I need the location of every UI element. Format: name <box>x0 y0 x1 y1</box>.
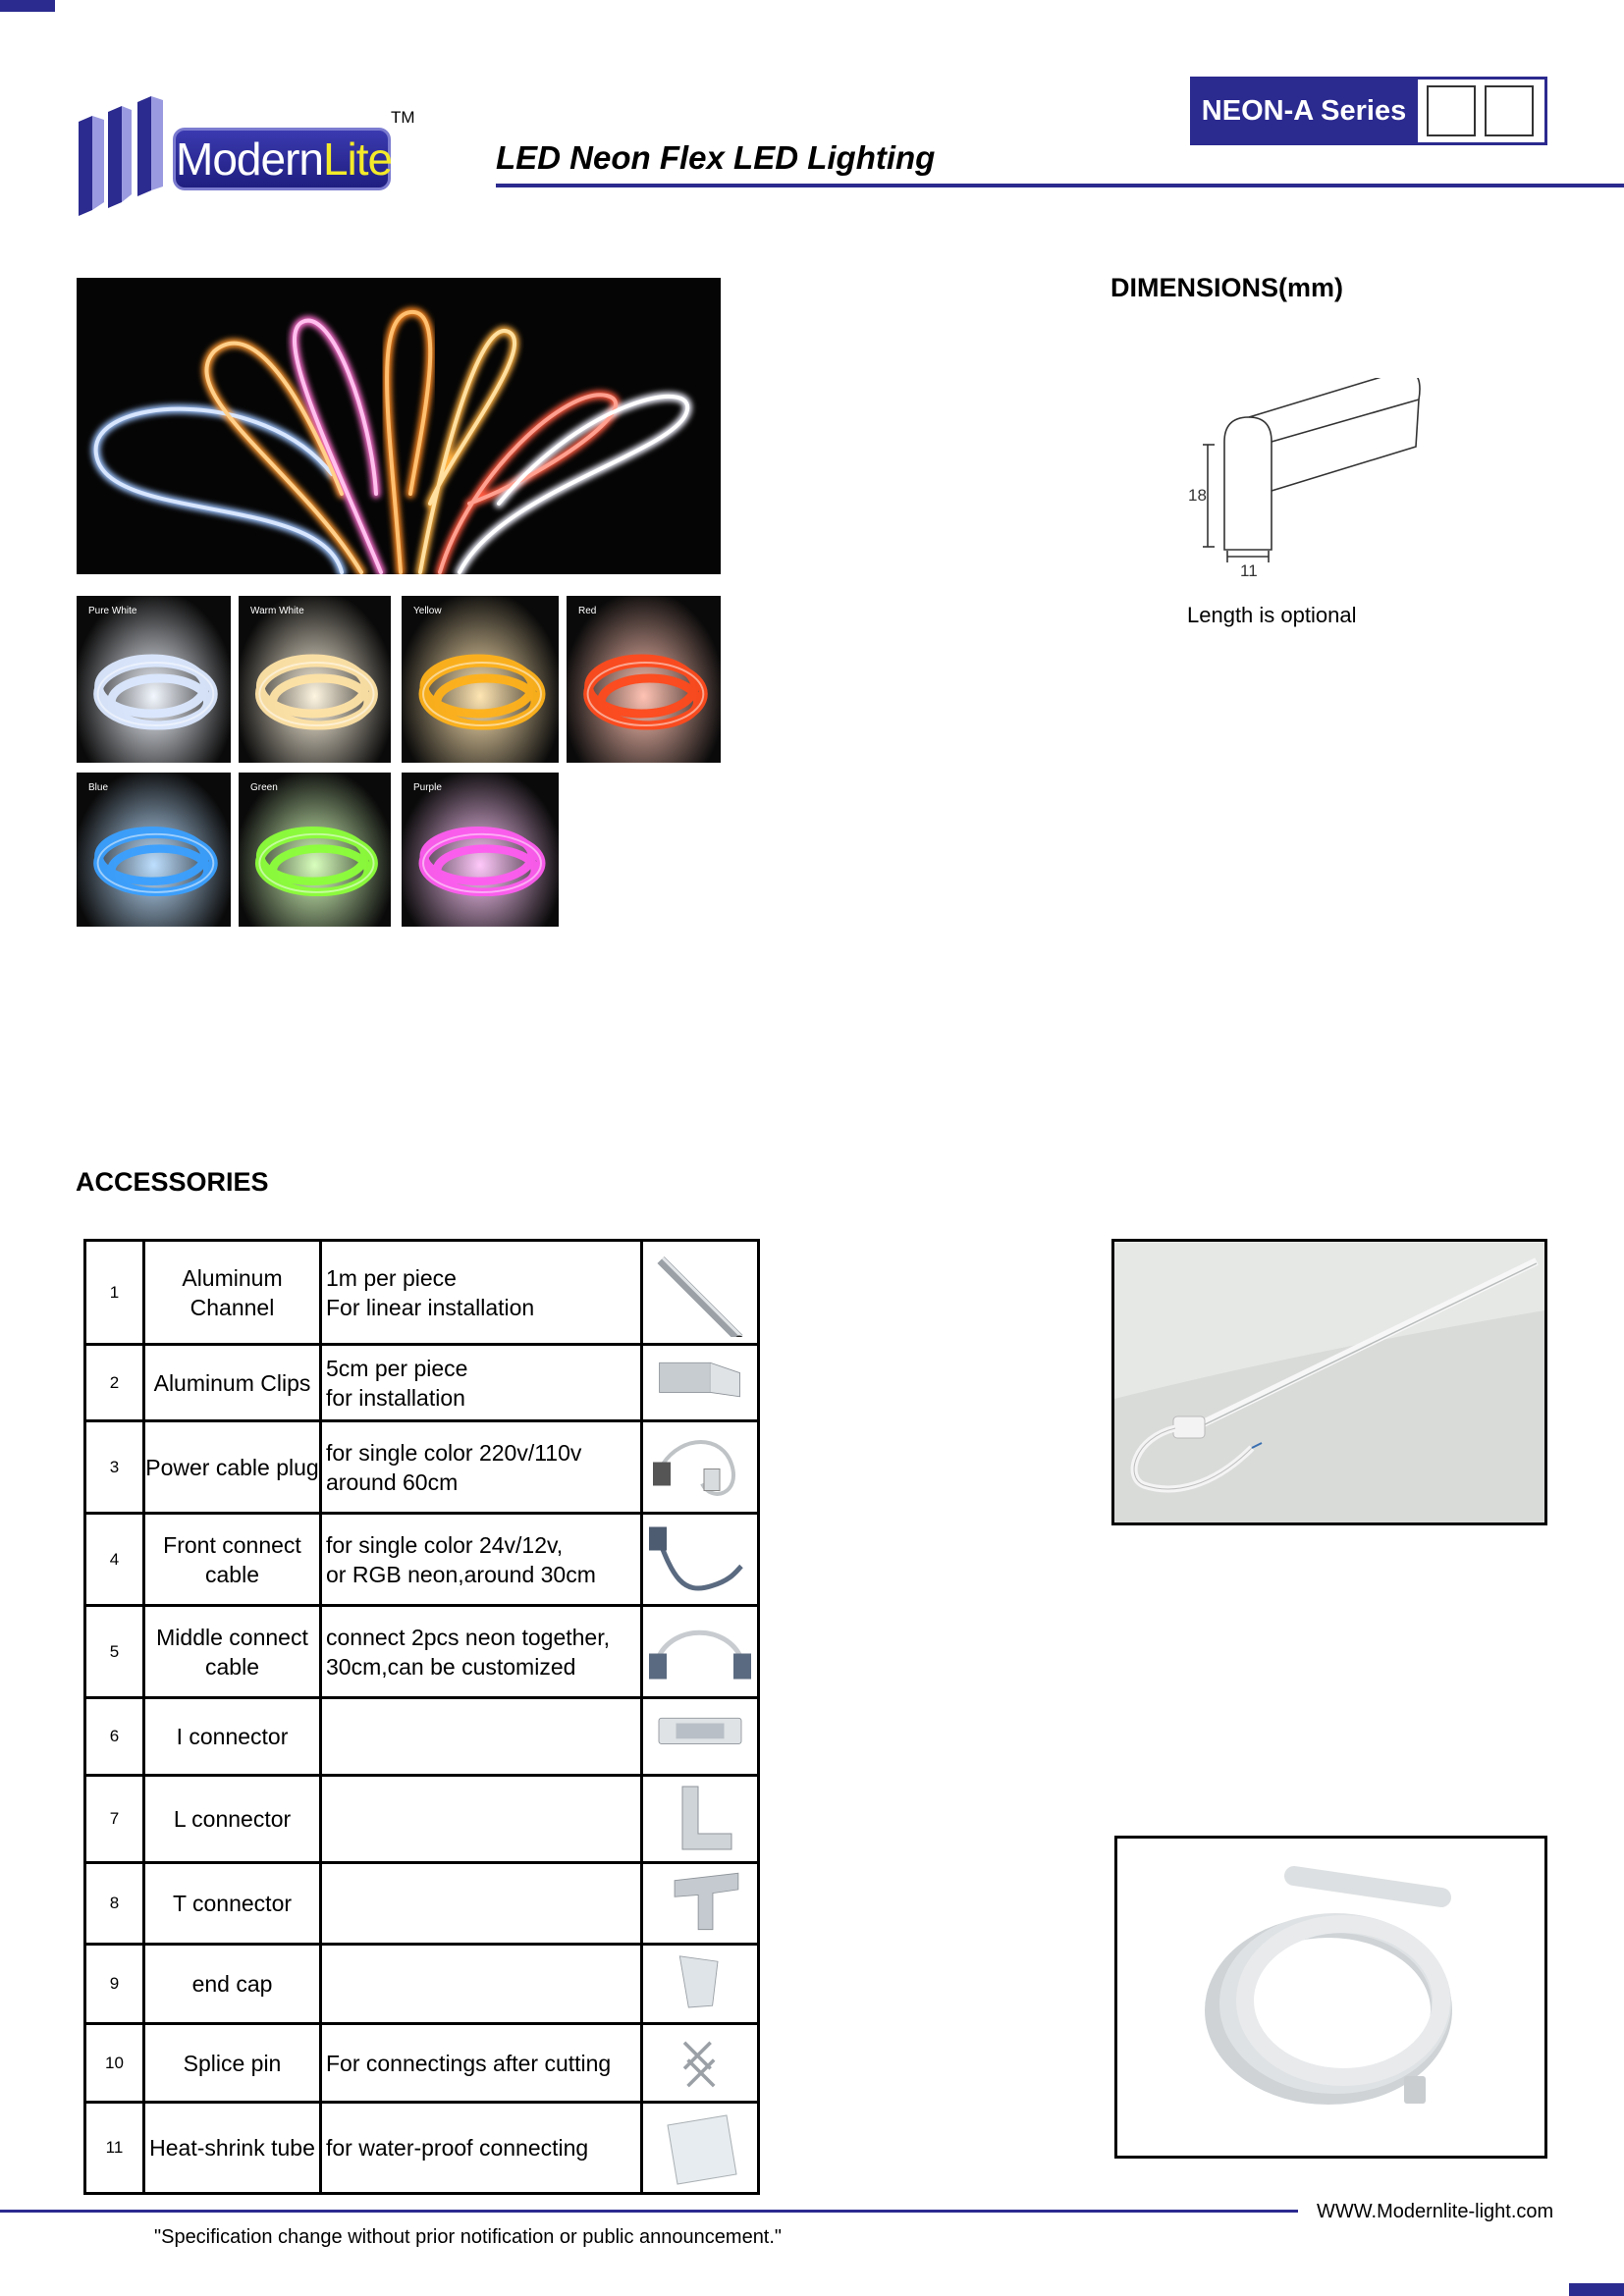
accessory-description: 5cm per piece for installation <box>321 1345 642 1421</box>
accessory-row <box>85 1945 759 2024</box>
hero-product-photo <box>77 278 721 574</box>
profile-dimension-drawing <box>1183 378 1438 584</box>
length-note: Length is optional <box>1187 603 1357 627</box>
dimensions-title: DIMENSIONS(mm) <box>1110 273 1344 302</box>
front-connect-cable-icon <box>643 1515 757 1598</box>
swatch-label: Green <box>250 782 278 793</box>
splice-pin-icon <box>643 2025 757 2095</box>
aluminum-channel-photo <box>1111 1239 1547 1525</box>
accessory-name: T connector <box>144 1863 321 1945</box>
accessory-name: Heat-shrink tube <box>144 2103 321 2194</box>
aluminum-channel-icon <box>643 1242 757 1337</box>
color-swatch <box>239 596 391 763</box>
accessory-image-cell <box>642 1241 759 1345</box>
swatch-label: Red <box>578 606 597 616</box>
series-box-2 <box>1485 85 1534 136</box>
swatch-label: Warm White <box>250 606 304 616</box>
color-swatch <box>402 596 559 763</box>
accessory-number: 5 <box>85 1606 144 1698</box>
accessory-name: I connector <box>144 1698 321 1776</box>
channel-photo-illustration <box>1114 1242 1544 1522</box>
accessories-title: ACCESSORIES <box>76 1167 269 1197</box>
color-swatch <box>77 773 231 927</box>
accessory-name: Middle connect cable <box>144 1606 321 1698</box>
disclaimer: "Specification change without prior notification or public announcement." <box>154 2226 783 2248</box>
coil-icon <box>77 773 231 927</box>
accessory-description <box>321 1863 642 1945</box>
swatch-label: Yellow <box>413 606 442 616</box>
accessories-table <box>83 1239 760 2195</box>
accessory-image-cell <box>642 2103 759 2194</box>
series-box-1 <box>1427 85 1476 136</box>
accessory-row <box>85 1776 759 1863</box>
website-url[interactable]: WWW.Modernlite-light.com <box>1317 2201 1554 2222</box>
swatch-label: Pure White <box>88 606 137 616</box>
accessory-description: For connectings after cutting <box>321 2024 642 2103</box>
accessory-row <box>85 1698 759 1776</box>
i-connector-icon <box>643 1699 757 1768</box>
accessory-image-cell <box>642 1698 759 1776</box>
document-title: LED Neon Flex LED Lighting <box>496 139 936 176</box>
accessory-image-cell <box>642 1345 759 1421</box>
accessory-row <box>85 1345 759 1421</box>
accessory-number: 8 <box>85 1863 144 1945</box>
accessory-name: L connector <box>144 1776 321 1863</box>
logo-wordmark <box>173 128 391 190</box>
coil-icon <box>239 596 391 763</box>
color-swatch <box>77 596 231 763</box>
accessory-name: Aluminum Clips <box>144 1345 321 1421</box>
accessory-row <box>85 1863 759 1945</box>
accessory-description <box>321 1776 642 1863</box>
t-connector-icon <box>643 1864 757 1937</box>
accessory-name: end cap <box>144 1945 321 2024</box>
trademark: TM <box>391 108 415 127</box>
footer-rule <box>0 2210 1298 2213</box>
neon-loops-illustration <box>77 278 721 574</box>
accessory-description: for single color 24v/12v, or RGB neon,around 30cm <box>321 1514 642 1606</box>
power-cable-icon <box>643 1422 757 1506</box>
accessory-row <box>85 2103 759 2194</box>
accessory-image-cell <box>642 1421 759 1514</box>
aluminum-clip-icon <box>643 1346 757 1414</box>
accessory-description: connect 2pcs neon together, 30cm,can be customized <box>321 1606 642 1698</box>
corner-bar-top <box>0 0 55 12</box>
accessory-image-cell <box>642 1863 759 1945</box>
color-swatch <box>402 773 559 927</box>
color-swatch <box>239 773 391 927</box>
swatch-label: Blue <box>88 782 109 793</box>
coil-icon <box>567 596 721 763</box>
accessory-number: 3 <box>85 1421 144 1514</box>
width-label: 11 <box>1240 561 1258 580</box>
accessory-name: Splice pin <box>144 2024 321 2103</box>
accessory-image-cell <box>642 1606 759 1698</box>
accessory-name: Front connect cable <box>144 1514 321 1606</box>
accessory-image-cell <box>642 2024 759 2103</box>
accessory-number: 2 <box>85 1345 144 1421</box>
accessory-number: 7 <box>85 1776 144 1863</box>
accessory-description: 1m per piece For linear installation <box>321 1241 642 1345</box>
accessory-image-cell <box>642 1514 759 1606</box>
accessory-row <box>85 1606 759 1698</box>
accessory-number: 1 <box>85 1241 144 1345</box>
accessory-number: 10 <box>85 2024 144 2103</box>
accessory-image-cell <box>642 1776 759 1863</box>
logo-text-modern: Modern <box>176 133 323 185</box>
accessory-row <box>85 1514 759 1606</box>
accessory-description: for water-proof connecting <box>321 2103 642 2194</box>
coil-icon <box>402 596 559 763</box>
accessory-row <box>85 1421 759 1514</box>
l-connector-icon <box>643 1777 757 1855</box>
series-label: NEON-A Series <box>1190 77 1418 145</box>
accessory-number: 4 <box>85 1514 144 1606</box>
middle-connect-cable-icon <box>643 1607 757 1690</box>
accessory-description: for single color 220v/110v around 60cm <box>321 1421 642 1514</box>
accessory-number: 9 <box>85 1945 144 2024</box>
neon-coil-photo <box>1114 1836 1547 2159</box>
accessory-number: 6 <box>85 1698 144 1776</box>
heat-shrink-tube-icon <box>643 2104 757 2186</box>
end-cap-icon <box>643 1946 757 2016</box>
accessory-number: 11 <box>85 2103 144 2194</box>
accessory-name: Aluminum Channel <box>144 1241 321 1345</box>
accessory-row <box>85 1241 759 1345</box>
height-label: 18 <box>1188 486 1207 505</box>
accessory-row <box>85 2024 759 2103</box>
corner-bar-bottom <box>1569 2283 1624 2296</box>
title-rule <box>496 184 1624 187</box>
coil-icon <box>402 773 559 927</box>
swatch-label: Purple <box>413 782 442 793</box>
logo-text-lite: Lite <box>322 133 393 185</box>
coil-icon <box>239 773 391 927</box>
accessory-description <box>321 1698 642 1776</box>
accessory-description <box>321 1945 642 2024</box>
accessory-name: Power cable plug <box>144 1421 321 1514</box>
color-swatch <box>567 596 721 763</box>
coil-icon <box>77 596 231 763</box>
accessory-image-cell <box>642 1945 759 2024</box>
coil-photo-illustration <box>1117 1839 1544 2156</box>
